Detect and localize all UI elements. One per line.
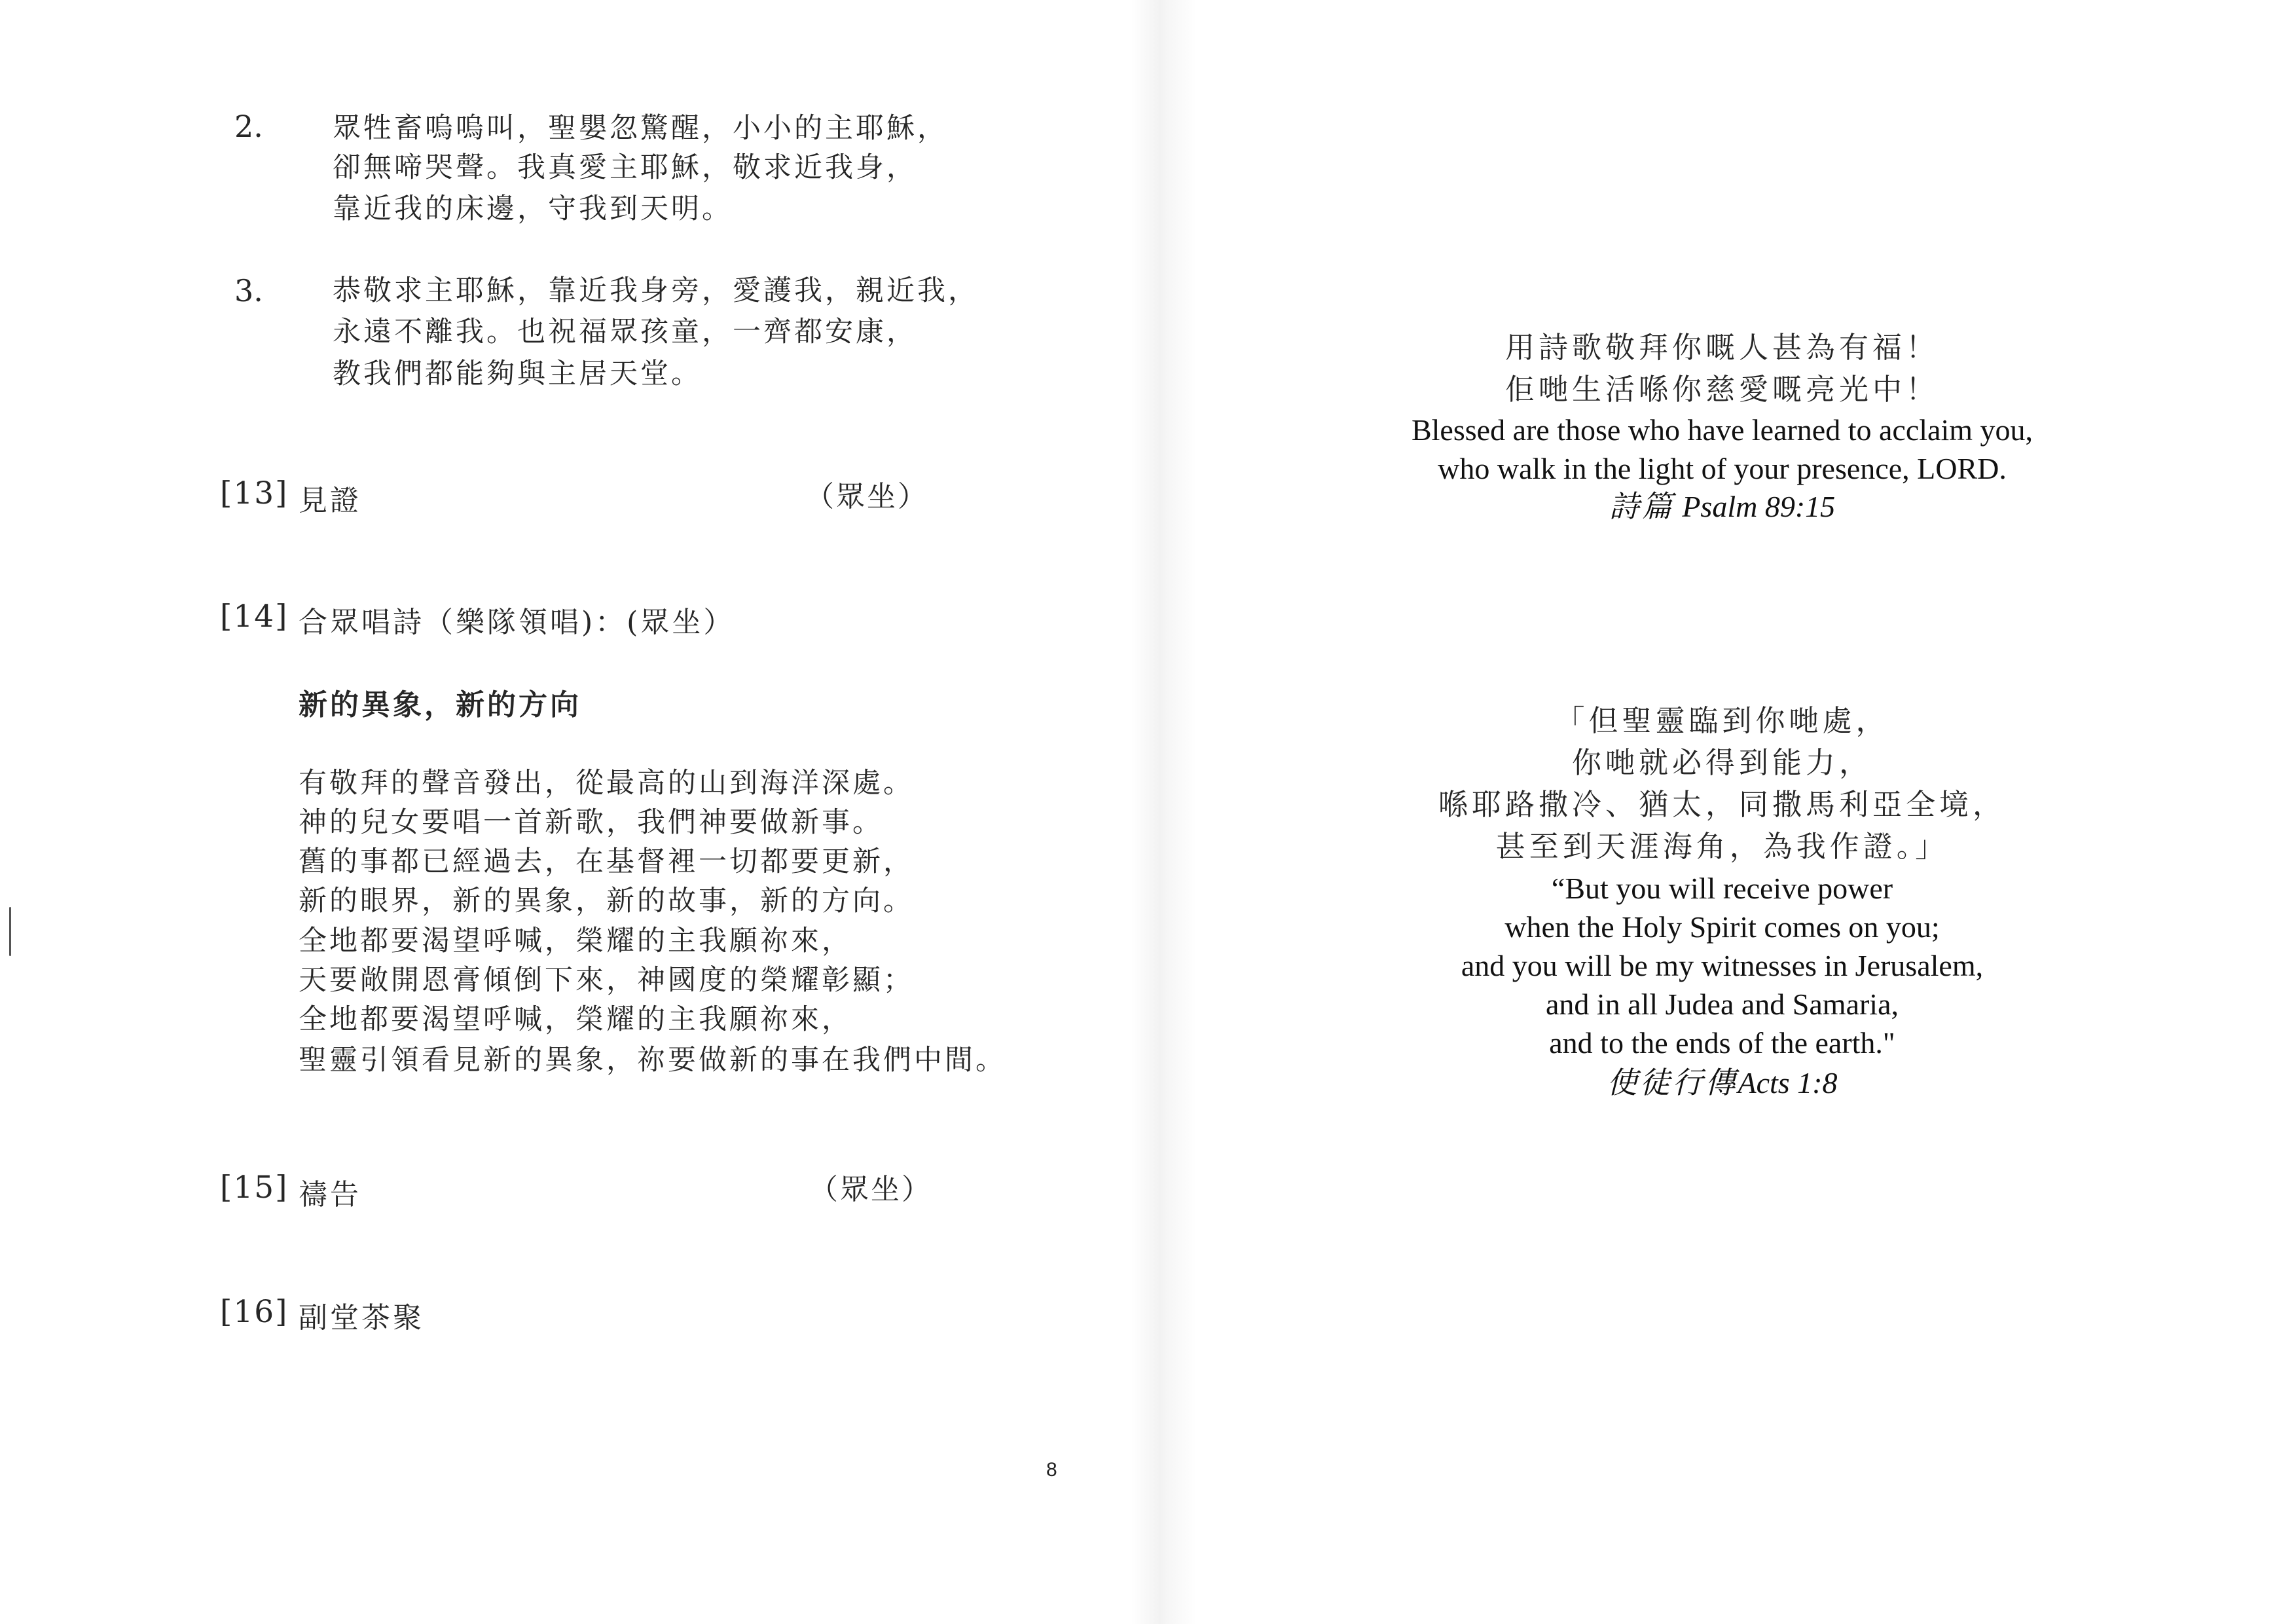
song-line: 聖靈引領看見新的異象，祢要做新的事在我們中間。 (299, 1044, 1006, 1077)
quote1-en-line: who walk in the light of your presence, LORD. (1438, 452, 2007, 485)
song-line: 新的眼界，新的異象，新的故事，新的方向。 (299, 885, 914, 917)
song-line: 全地都要渴望呼喊，榮耀的主我願祢來， (299, 925, 852, 957)
quote2-en-line: when the Holy Spirit comes on you; (1504, 910, 1940, 944)
quote2-citation (1148, 1067, 2296, 1098)
song-title: 新的異象，新的方向 (299, 688, 581, 722)
verse-line: 卻無啼哭聲。我真愛主耶穌，敬求近我身， (333, 151, 917, 184)
quote2-en-line: and you will be my witnesses in Jerusalem, (1461, 949, 1984, 982)
quote2-en-line: and in all Judea and Samaria, (1545, 987, 1899, 1021)
verse-line: 永遠不離我。也祝福眾孩童，一齊都安康， (333, 316, 917, 348)
quote2-cjk-line: 你哋就必得到能力， (1571, 745, 1872, 780)
posture-label: （眾坐） (809, 1173, 932, 1206)
quote2-cjk-line: 喺耶路撒冷、猶太，同撒馬利亞全境， (1438, 787, 2006, 822)
song-line: 天要敞開恩膏傾倒下來，神國度的榮耀彰顯； (299, 964, 914, 997)
verse-line: 靠近我的床邊，守我到天明。 (333, 193, 733, 225)
quote2-cjk-line: 甚至到天涯海角，為我作證。」 (1495, 829, 1949, 864)
citation-book-cjk: 詩篇 (1609, 489, 1675, 524)
quote1-cjk-line: 用詩歌敬拜你嘅人甚為有福！ (1504, 330, 1939, 365)
quote2-cjk-line: 「但聖靈臨到你哋處， (1555, 703, 1889, 738)
quote1-cjk-line: 佢哋生活喺你慈愛嘅亮光中！ (1504, 372, 1939, 407)
citation-ref-en: Psalm 89:15 (1682, 490, 1836, 523)
quote1-citation (1148, 491, 2296, 522)
section-number: [13] (220, 475, 289, 511)
posture-label: （眾坐） (805, 480, 928, 513)
section-number: [15] (220, 1170, 289, 1206)
song-line: 有敬拜的聲音發出，從最高的山到海洋深處。 (299, 767, 914, 800)
section-title: 副堂茶聚 (299, 1301, 424, 1335)
section-title: 見證 (299, 484, 361, 517)
verse-line: 眾牲畜嗚嗚叫，聖嬰忽驚醒，小小的主耶穌， (333, 112, 948, 145)
quote2-en-line: and to the ends of the earth." (1549, 1026, 1895, 1060)
citation-book-cjk: 使徒行傳 (1607, 1065, 1738, 1100)
scan-mark (9, 907, 11, 956)
section-number: [16] (220, 1294, 289, 1330)
verse-number: 2. (234, 109, 263, 144)
song-line: 全地都要渴望呼喊，榮耀的主我願祢來， (299, 1003, 852, 1036)
song-line: 舊的事都已經過去，在基督裡一切都要更新， (299, 845, 914, 878)
verse-line: 教我們都能夠與主居天堂。 (333, 358, 702, 390)
section-title: 禱告 (299, 1178, 361, 1211)
quote2-en-line: “But you will receive power (1551, 872, 1893, 905)
page-number: 8 (1046, 1459, 1057, 1481)
section-number: [14] (220, 599, 289, 635)
citation-ref-en: Acts 1:8 (1738, 1066, 1838, 1099)
quote1-en-line: Blessed are those who have learned to acclaim you, (1411, 413, 2033, 447)
section-title: 合眾唱詩（樂隊領唱)：(眾坐） (299, 606, 735, 639)
song-line: 神的兒女要唱一首新歌，我們神要做新事。 (299, 806, 883, 839)
verse-line: 恭敬求主耶穌，靠近我身旁，愛護我，親近我， (333, 274, 979, 307)
verse-number: 3. (234, 273, 263, 308)
